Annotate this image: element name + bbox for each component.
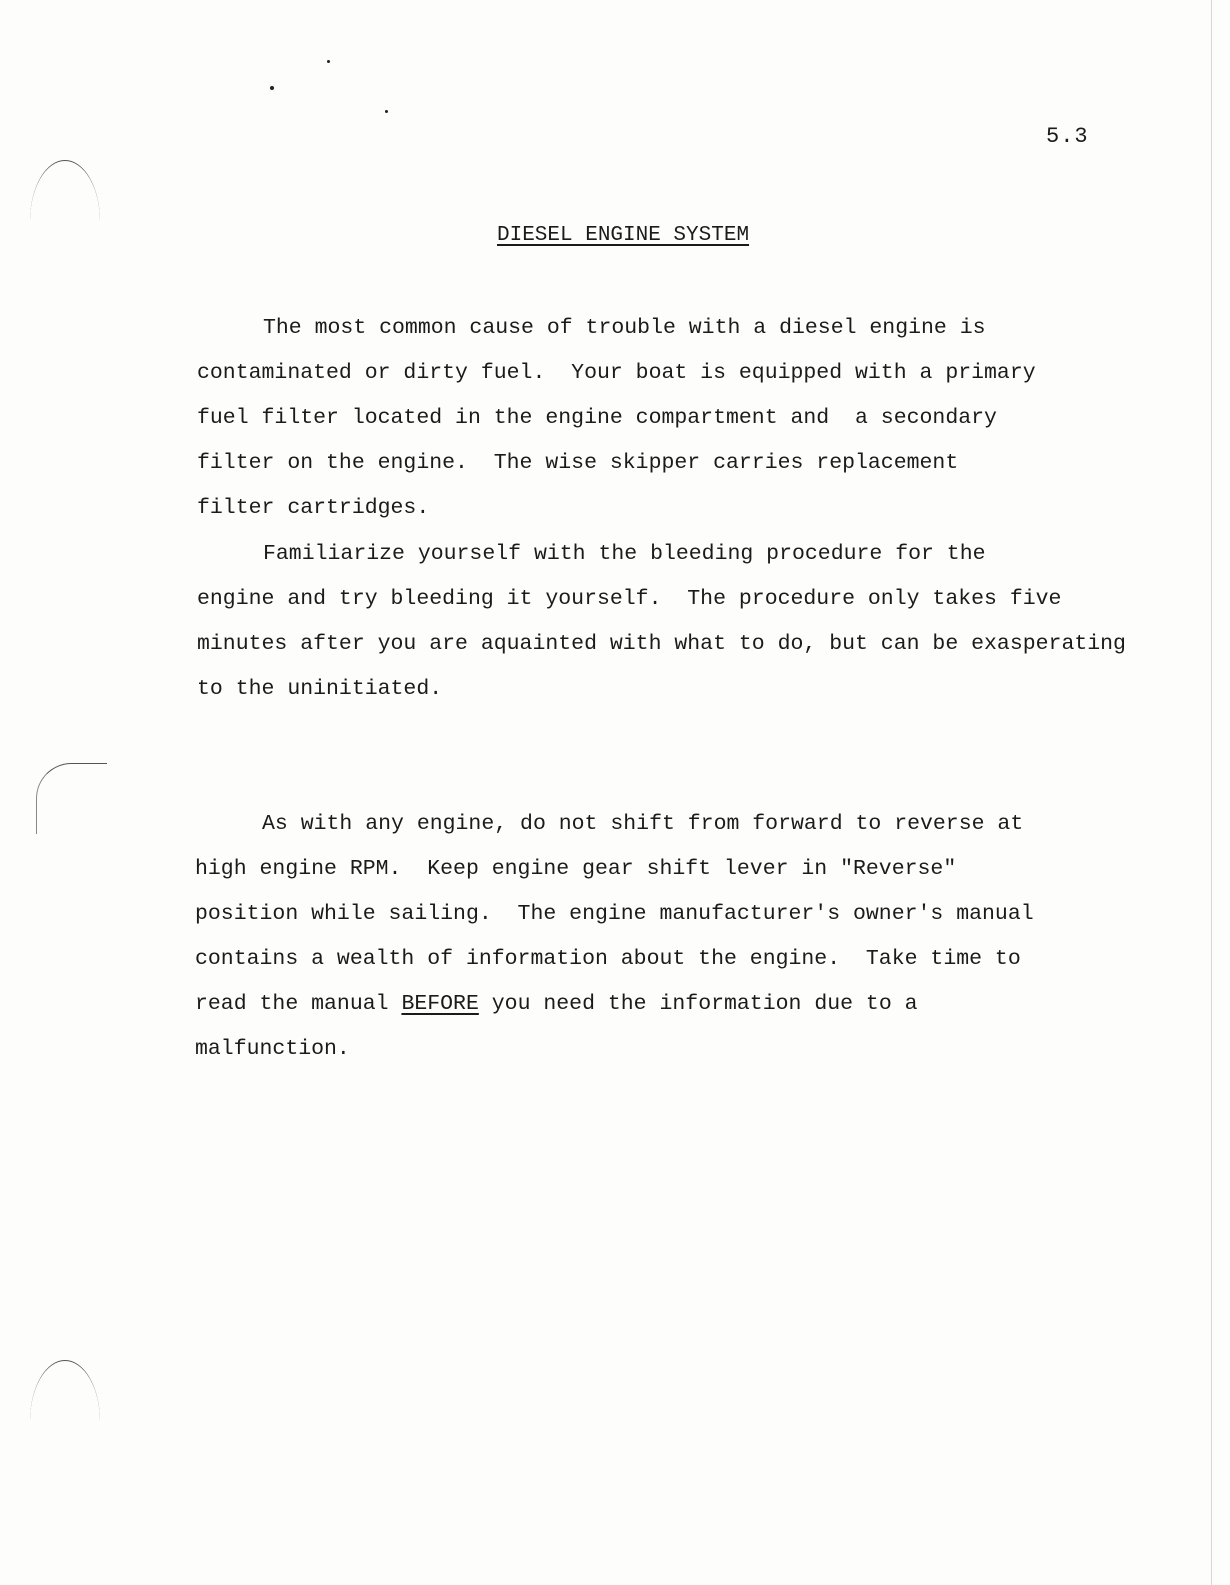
scan-speck [327, 60, 330, 63]
page-number: 5.3 [1046, 124, 1089, 149]
punch-hole-bottom [30, 1360, 100, 1421]
paragraph3-line-with-emphasis [195, 994, 918, 1016]
paragraph3-line: malfunction. [195, 1037, 350, 1061]
paragraph2-line: Familiarize yourself with the bleeding procedure for the [263, 542, 986, 566]
page-edge [1211, 0, 1212, 1585]
emphasis-before: BEFORE [401, 992, 479, 1016]
page-title: DIESEL ENGINE SYSTEM [497, 224, 750, 247]
paragraph3-line: As with any engine, do not shift from forward to reverse at [262, 812, 1024, 836]
paragraph3-line: contains a wealth of information about the engine. Take time to [195, 947, 1021, 971]
paragraph3-text: you need the information due to a [478, 992, 918, 1016]
paragraph1-line: contaminated or dirty fuel. Your boat is equipped with a primary [197, 361, 1036, 385]
scan-speck [385, 110, 388, 113]
paragraph3-text: read the manual [195, 992, 402, 1016]
paragraph3-line: position while sailing. The engine manufacturer's owner's manual [195, 902, 1034, 926]
paragraph1-line: fuel filter located in the engine compartment and a secondary [197, 406, 997, 430]
paragraph1-line: filter on the engine. The wise skipper carries replacement [197, 451, 959, 475]
paragraph1-line: The most common cause of trouble with a diesel engine is [263, 316, 986, 340]
punch-hole-top [30, 160, 100, 221]
paragraph2-line: minutes after you are aquainted with what to do, but can be exasperating [197, 632, 1126, 656]
punch-hole-middle [36, 763, 107, 834]
paragraph3-line: high engine RPM. Keep engine gear shift lever in "Reverse" [195, 857, 957, 881]
paragraph1-line: filter cartridges. [197, 496, 430, 520]
paragraph2-line: to the uninitiated. [197, 677, 443, 701]
scan-speck [270, 86, 274, 90]
paragraph2-line: engine and try bleeding it yourself. The procedure only takes five [197, 587, 1062, 611]
